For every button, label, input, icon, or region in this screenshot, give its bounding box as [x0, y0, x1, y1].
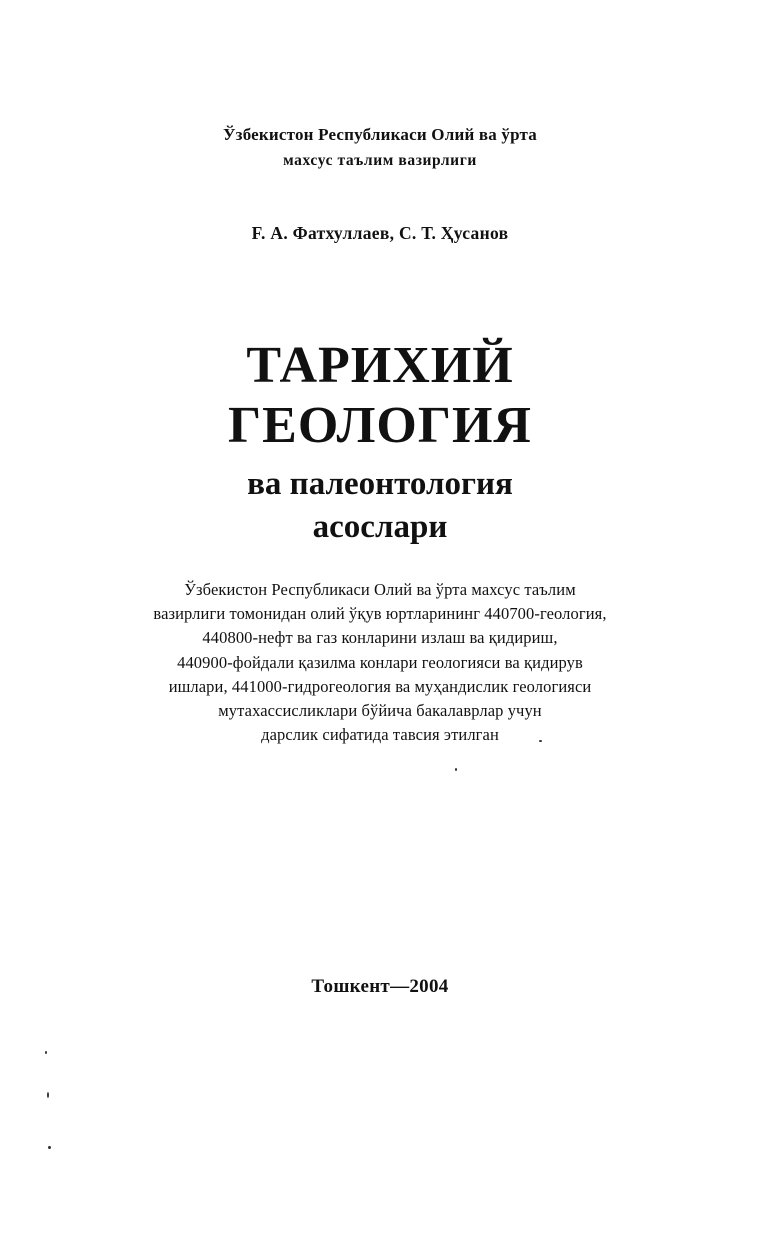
- approval-line: мутахассисликлари бўйича бакалаврлар учун: [218, 701, 542, 721]
- scan-speck: [45, 1051, 47, 1054]
- book-subtitle-line-1: ва палеонтология: [247, 466, 513, 502]
- approval-line: Ўзбекистон Республикаси Олий ва ўрта махсус таълим: [184, 580, 576, 599]
- scan-speck: [455, 768, 457, 771]
- book-subtitle-line-2: асослари: [312, 509, 448, 545]
- scan-speck: [47, 1092, 49, 1098]
- ministry-line-2: махсус таълим вазирлиги: [283, 152, 477, 169]
- imprint-city-year: Тошкент—2004: [311, 976, 449, 997]
- book-title: [0, 336, 760, 456]
- book-title-line-2: ГЕОЛОГИЯ: [228, 397, 532, 454]
- approval-line: 440800-нефт ва газ конларини излаш ва қидириш,: [202, 628, 558, 648]
- scan-speck: [539, 740, 542, 742]
- approval-statement: [60, 578, 700, 747]
- approval-line: вазирлиги томонидан олий ўқув юртларининг 440700-геология,: [153, 604, 607, 624]
- ministry-line-1: Ўзбекистон Республикаси Олий ва ўрта: [222, 125, 538, 144]
- approval-line: дарслик сифатида тавсия этилган: [261, 725, 499, 745]
- book-title-line-1: ТАРИХИЙ: [246, 337, 514, 394]
- authors: F. А. Фатхуллаев, С. Т. Ҳусанов: [251, 223, 509, 243]
- book-subtitle: [0, 463, 760, 549]
- approval-line: ишлари, 441000-гидрогеология ва муҳандислик геологияси: [168, 676, 592, 696]
- approval-line: 440900-фойдали қазилма конлари геологияси ва қидирув: [177, 652, 583, 672]
- ministry-heading: [0, 122, 760, 174]
- scan-speck: [48, 1146, 51, 1149]
